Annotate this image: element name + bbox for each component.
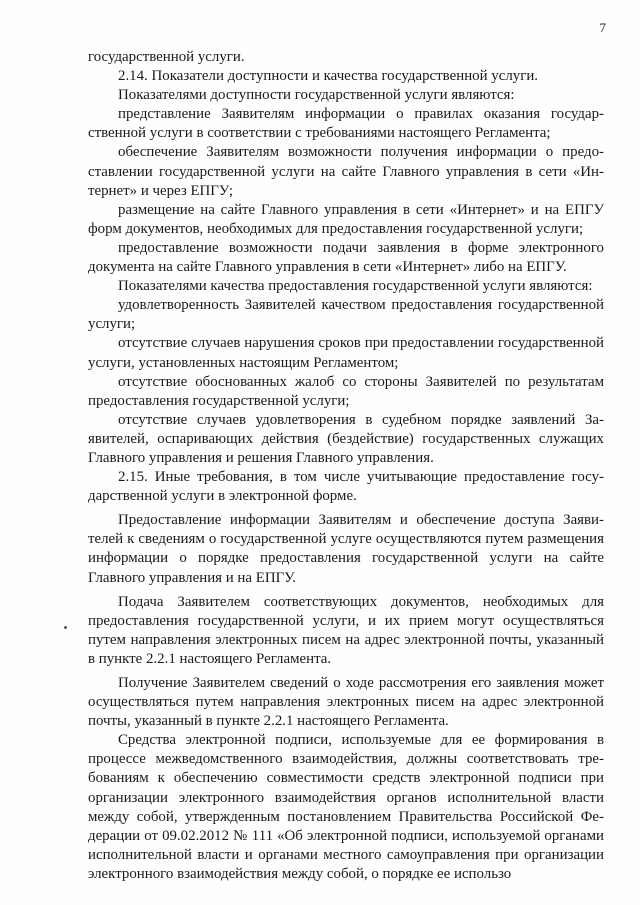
- paragraph-status-info: Получение Заявителем сведений о ходе рассмотрения его заявления может осуществляться путем направления электронных писем на адрес электронной почты, указанный в пункте 2.2.1 настоящего Регламента.: [88, 675, 604, 730]
- paragraph-quality-intro: Показателями качества предоставления государственной услуги являются:: [118, 278, 593, 295]
- paragraph-quality-item-1: удовлетворенность Заявителей качеством предоставления государственной услуги;: [88, 297, 604, 333]
- paragraph-accessibility-item-3: размещение на сайте Главного управления в сети «Интернет» и на ЕПГУ форм документов, необходимых для предоставления государственной услуги;: [88, 201, 604, 237]
- scan-speck: [64, 626, 67, 629]
- paragraph-section-2-14-heading: 2.14. Показатели доступности и качества государственной услуги.: [118, 68, 539, 85]
- paragraph-continuation: государственной услуги.: [88, 49, 245, 65]
- paragraph-accessibility-item-2: обеспечение Заявителям возможности получения информации о предоставлении государственной услуги на сайте Главного управления в сети «Интернет» и через ЕПГУ;: [88, 144, 604, 199]
- page-number: 7: [599, 20, 606, 35]
- paragraph-quality-item-3: отсутствие обоснованных жалоб со стороны Заявителей по результатам предоставления государственной услуги;: [88, 373, 604, 409]
- paragraph-document-submission: Подача Заявителем соответствующих документов, необходимых для предоставления государственной услуги, и их прием могут осуществляться путем направления электронных писем на адрес электронной почты, указанный в пункте 2.2.1 настоящего Регламента.: [88, 593, 604, 667]
- paragraph-accessibility-item-4: предоставление возможности подачи заявления в форме электронного документа на сайте Главного управления в сети «Интернет» либо на ЕПГУ.: [88, 239, 604, 276]
- paragraph-info-access: Предоставление информации Заявителям и обеспечение доступа Заявителей к сведениям о государственной услуге осуществляются путем размещения информации о порядке предоставления государственной услуги на сайте Главного управления и на ЕПГУ.: [88, 512, 604, 586]
- paragraph-quality-item-4: отсутствие случаев удовлетворения в судебном порядке заявлений Заявителей, оспаривающих действия (бездействие) государственных служащих Главного управления и решения Главного управления.: [88, 411, 604, 466]
- paragraph-accessibility-intro: Показателями доступности государственной услуги являются:: [118, 87, 515, 104]
- paragraph-accessibility-item-1: представление Заявителям информации о правилах оказания государственной услуги в соответствии с требованиями настоящего Регламента;: [88, 106, 604, 142]
- paragraph-electronic-signature: Средства электронной подписи, используемые для ее формирования в процессе межведомственного взаимодействия, должны соответствовать требованиям к обеспечению совместимости средств электронной подписи при организации электронного взаимодействия органов исполнительной власти между собой, утвержденным постановлением Правительства Российской Федерации от 09.02.2012 № 111 «Об электронной подписи, используемой органами исполнительной власти и органами местного самоуправления при организации электронного взаимодействия между собой, о порядке ее использо: [88, 732, 604, 882]
- document-body: [88, 48, 604, 884]
- paragraph-section-2-15-heading: 2.15. Иные требования, в том числе учитывающие предоставление государственной услуги в электронной форме.: [88, 469, 604, 505]
- paragraph-quality-item-2: отсутствие случаев нарушения сроков при предоставлении государственной услуги, установленных настоящим Регламентом;: [88, 335, 604, 371]
